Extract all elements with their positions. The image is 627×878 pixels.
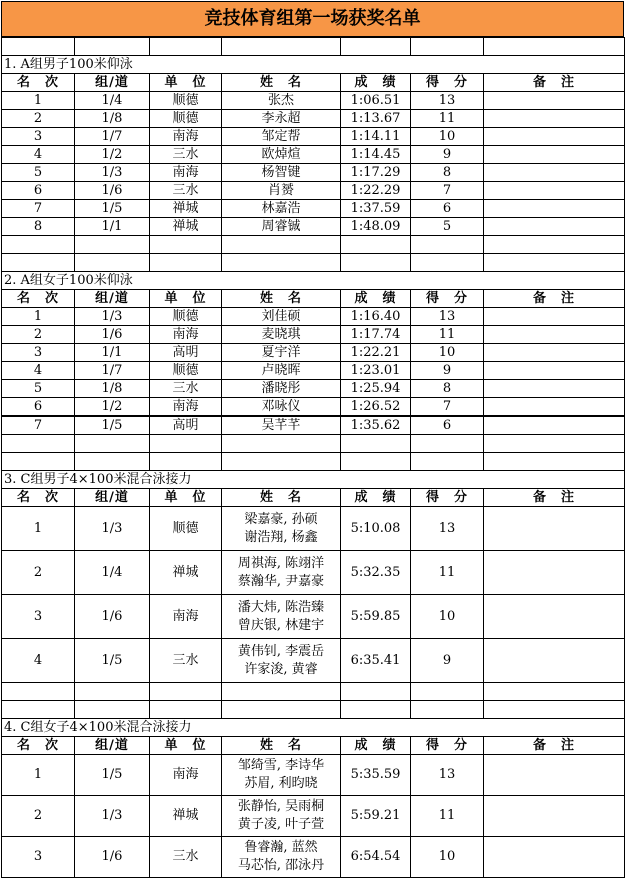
points-cell: 13 — [411, 92, 484, 110]
result-row — [2, 92, 625, 110]
relay-swimmers-line: 潘大炜, 陈浩臻 — [237, 599, 325, 615]
name-cell: 夏宇洋 — [222, 344, 341, 362]
lane-cell: 1/5 — [75, 416, 150, 435]
result-cell: 1:17.29 — [341, 164, 411, 182]
name-cell: 李永超 — [222, 110, 341, 128]
name-header: 姓 名 — [222, 290, 341, 308]
unit-header: 单 位 — [150, 290, 222, 308]
section-title: 3. C组男子4×100米混合泳接力 — [2, 471, 625, 489]
relay-names-cell — [222, 837, 341, 878]
result-cell: 5:10.08 — [341, 507, 411, 551]
empty-cell — [341, 435, 411, 453]
relay-swimmers-line: 梁嘉豪, 孙硕 — [244, 511, 318, 527]
rank-header: 名 次 — [2, 74, 75, 92]
section-title-row — [2, 719, 625, 737]
result-row — [2, 326, 625, 344]
points-header: 得 分 — [411, 74, 484, 92]
name-cell: 吴芊芊 — [222, 416, 341, 435]
empty-cell — [150, 38, 222, 56]
relay-swimmers-line: 鲁睿瀚, 蓝然 — [244, 840, 318, 855]
rank-cell: 8 — [2, 218, 75, 236]
points-cell: 6 — [411, 416, 484, 435]
empty-cell — [484, 453, 625, 471]
rank-cell: 2 — [2, 326, 75, 344]
name-cell: 欧焯煊 — [222, 146, 341, 164]
column-header-row — [2, 74, 625, 92]
rank-cell: 5 — [2, 380, 75, 398]
result-cell: 1:35.62 — [341, 416, 411, 435]
points-cell: 7 — [411, 182, 484, 200]
empty-cell — [222, 435, 341, 453]
result-row — [2, 146, 625, 164]
empty-cell — [75, 435, 150, 453]
result-cell: 1:25.94 — [341, 380, 411, 398]
relay-swimmers-line: 曾庆银, 林建宇 — [237, 617, 325, 633]
empty-cell — [75, 38, 150, 56]
column-header-row — [2, 737, 625, 755]
lane-cell: 1/5 — [75, 755, 150, 796]
empty-cell — [411, 435, 484, 453]
blank-row — [2, 435, 625, 453]
result-row — [2, 128, 625, 146]
relay-swimmers-line: 谢浩翔, 杨鑫 — [244, 529, 318, 545]
empty-cell — [222, 701, 341, 719]
lane-cell: 1/4 — [75, 551, 150, 595]
lane-cell: 1/3 — [75, 164, 150, 182]
relay-swimmers-line: 周祺海, 陈翊洋 — [237, 555, 325, 571]
points-cell: 13 — [411, 507, 484, 551]
unit-cell: 禅城 — [150, 218, 222, 236]
name-cell: 肖赟 — [222, 182, 341, 200]
result-row — [2, 551, 625, 595]
rank-cell: 4 — [2, 362, 75, 380]
lane-header: 组/道 — [75, 737, 150, 755]
relay-names-cell — [222, 507, 341, 551]
lane-cell: 1/3 — [75, 507, 150, 551]
remark-cell — [484, 796, 625, 837]
lane-cell: 1/8 — [75, 110, 150, 128]
lane-cell: 1/5 — [75, 639, 150, 683]
unit-cell: 禅城 — [150, 200, 222, 218]
empty-cell — [150, 683, 222, 701]
empty-cell — [222, 254, 341, 272]
relay-swimmers-line: 黄子凌, 叶子萱 — [237, 817, 325, 832]
result-header: 成 绩 — [341, 737, 411, 755]
points-cell: 9 — [411, 362, 484, 380]
result-row — [2, 398, 625, 417]
unit-cell: 南海 — [150, 326, 222, 344]
empty-cell — [222, 38, 341, 56]
remark-cell — [484, 146, 625, 164]
name-cell: 麦晓琪 — [222, 326, 341, 344]
remark-cell — [484, 164, 625, 182]
unit-cell: 顺德 — [150, 92, 222, 110]
rank-cell: 5 — [2, 164, 75, 182]
points-cell: 8 — [411, 164, 484, 182]
name-header: 姓 名 — [222, 489, 341, 507]
rank-cell: 3 — [2, 595, 75, 639]
empty-cell — [150, 254, 222, 272]
empty-cell — [484, 38, 625, 56]
result-cell: 5:59.21 — [341, 796, 411, 837]
empty-cell — [2, 453, 75, 471]
remark-cell — [484, 182, 625, 200]
lane-cell: 1/1 — [75, 344, 150, 362]
empty-cell — [484, 254, 625, 272]
unit-cell: 三水 — [150, 639, 222, 683]
empty-cell — [75, 254, 150, 272]
remark-header: 备 注 — [484, 74, 625, 92]
rank-cell: 1 — [2, 92, 75, 110]
points-cell: 11 — [411, 796, 484, 837]
result-row — [2, 507, 625, 551]
lane-header: 组/道 — [75, 290, 150, 308]
empty-cell — [411, 254, 484, 272]
relay-names-cell — [222, 796, 341, 837]
result-row — [2, 639, 625, 683]
rank-cell: 3 — [2, 344, 75, 362]
relay-swimmers-line: 蔡瀚华, 尹嘉豪 — [237, 573, 325, 589]
section-title: 1. A组男子100米仰泳 — [2, 56, 625, 74]
remark-cell — [484, 507, 625, 551]
relay-names-cell — [222, 639, 341, 683]
empty-cell — [150, 236, 222, 254]
empty-cell — [2, 683, 75, 701]
result-header: 成 绩 — [341, 290, 411, 308]
lane-cell: 1/2 — [75, 146, 150, 164]
points-cell: 9 — [411, 639, 484, 683]
unit-header: 单 位 — [150, 737, 222, 755]
empty-cell — [411, 683, 484, 701]
result-cell: 1:06.51 — [341, 92, 411, 110]
lane-cell: 1/6 — [75, 837, 150, 878]
remark-cell — [484, 128, 625, 146]
name-cell: 邓咏仪 — [222, 398, 341, 417]
rank-cell: 2 — [2, 796, 75, 837]
points-cell: 13 — [411, 755, 484, 796]
remark-cell — [484, 344, 625, 362]
name-header: 姓 名 — [222, 74, 341, 92]
result-cell: 1:23.01 — [341, 362, 411, 380]
rank-cell: 6 — [2, 398, 75, 417]
result-row — [2, 362, 625, 380]
remark-cell — [484, 308, 625, 326]
empty-cell — [75, 453, 150, 471]
unit-header: 单 位 — [150, 489, 222, 507]
name-header: 姓 名 — [222, 737, 341, 755]
unit-cell: 南海 — [150, 398, 222, 417]
remark-header: 备 注 — [484, 489, 625, 507]
unit-cell: 三水 — [150, 837, 222, 878]
remark-cell — [484, 755, 625, 796]
result-cell: 1:37.59 — [341, 200, 411, 218]
empty-cell — [75, 236, 150, 254]
relay-names-cell — [222, 755, 341, 796]
unit-cell: 顺德 — [150, 308, 222, 326]
result-cell: 1:16.40 — [341, 308, 411, 326]
unit-header: 单 位 — [150, 74, 222, 92]
blank-row — [2, 254, 625, 272]
points-cell: 10 — [411, 595, 484, 639]
result-row — [2, 110, 625, 128]
result-row — [2, 837, 625, 878]
result-cell: 6:54.54 — [341, 837, 411, 878]
result-header: 成 绩 — [341, 489, 411, 507]
result-row — [2, 595, 625, 639]
relay-names-cell — [222, 595, 341, 639]
lane-cell: 1/3 — [75, 308, 150, 326]
remark-cell — [484, 218, 625, 236]
unit-cell: 南海 — [150, 755, 222, 796]
result-cell: 1:17.74 — [341, 326, 411, 344]
lane-cell: 1/3 — [75, 796, 150, 837]
unit-cell: 顺德 — [150, 362, 222, 380]
column-header-row — [2, 290, 625, 308]
remark-header: 备 注 — [484, 290, 625, 308]
unit-cell: 三水 — [150, 182, 222, 200]
lane-cell: 1/2 — [75, 398, 150, 417]
empty-cell — [2, 38, 75, 56]
name-cell: 邹定帮 — [222, 128, 341, 146]
remark-cell — [484, 398, 625, 417]
unit-cell: 南海 — [150, 164, 222, 182]
points-cell: 11 — [411, 551, 484, 595]
result-cell: 1:14.11 — [341, 128, 411, 146]
empty-cell — [484, 683, 625, 701]
empty-cell — [484, 236, 625, 254]
result-cell: 1:22.21 — [341, 344, 411, 362]
page-title: 竞技体育组第一场获奖名单 — [1, 1, 624, 37]
relay-swimmers-line: 邹绮雪, 李诗华 — [237, 758, 325, 773]
empty-cell — [411, 38, 484, 56]
unit-cell: 高明 — [150, 344, 222, 362]
remark-cell — [484, 595, 625, 639]
name-cell: 卢晓晖 — [222, 362, 341, 380]
name-cell: 刘佳硕 — [222, 308, 341, 326]
remark-cell — [484, 551, 625, 595]
relay-swimmers-line: 黄伟钊, 李震岳 — [237, 643, 325, 659]
points-cell: 6 — [411, 200, 484, 218]
empty-cell — [341, 453, 411, 471]
results-table — [1, 37, 625, 878]
result-cell: 1:48.09 — [341, 218, 411, 236]
section-title: 2. A组女子100米仰泳 — [2, 272, 625, 290]
lane-header: 组/道 — [75, 74, 150, 92]
result-row — [2, 164, 625, 182]
points-cell: 7 — [411, 398, 484, 417]
empty-cell — [222, 453, 341, 471]
remark-cell — [484, 326, 625, 344]
points-cell: 10 — [411, 344, 484, 362]
name-cell: 周睿铖 — [222, 218, 341, 236]
section-title-row — [2, 272, 625, 290]
result-row — [2, 796, 625, 837]
lane-cell: 1/6 — [75, 182, 150, 200]
rank-cell: 7 — [2, 200, 75, 218]
lane-cell: 1/4 — [75, 92, 150, 110]
result-row — [2, 218, 625, 236]
relay-names-cell — [222, 551, 341, 595]
empty-cell — [75, 701, 150, 719]
name-cell: 杨智键 — [222, 164, 341, 182]
empty-cell — [411, 453, 484, 471]
empty-cell — [150, 453, 222, 471]
lane-cell: 1/6 — [75, 326, 150, 344]
lane-cell: 1/7 — [75, 128, 150, 146]
empty-cell — [411, 701, 484, 719]
unit-cell: 顺德 — [150, 507, 222, 551]
remark-cell — [484, 362, 625, 380]
blank-row — [2, 236, 625, 254]
relay-swimmers-line: 苏眉, 利昀晓 — [244, 776, 318, 791]
result-row — [2, 182, 625, 200]
section-title-row — [2, 471, 625, 489]
empty-cell — [150, 435, 222, 453]
rank-cell: 4 — [2, 146, 75, 164]
points-cell: 11 — [411, 326, 484, 344]
remark-cell — [484, 200, 625, 218]
result-header: 成 绩 — [341, 74, 411, 92]
empty-cell — [150, 701, 222, 719]
remark-header: 备 注 — [484, 737, 625, 755]
empty-cell — [341, 236, 411, 254]
points-cell: 11 — [411, 110, 484, 128]
lane-cell: 1/5 — [75, 200, 150, 218]
unit-cell: 禅城 — [150, 551, 222, 595]
rank-cell: 1 — [2, 755, 75, 796]
result-cell: 1:26.52 — [341, 398, 411, 417]
rank-cell: 4 — [2, 639, 75, 683]
rank-cell: 2 — [2, 110, 75, 128]
lane-cell: 1/7 — [75, 362, 150, 380]
relay-swimmers-line: 许家浚, 黄睿 — [244, 661, 318, 677]
lane-header: 组/道 — [75, 489, 150, 507]
empty-cell — [2, 236, 75, 254]
section-title: 4. C组女子4×100米混合泳接力 — [2, 719, 625, 737]
section-title-row — [2, 56, 625, 74]
points-cell: 8 — [411, 380, 484, 398]
points-header: 得 分 — [411, 290, 484, 308]
unit-cell: 禅城 — [150, 796, 222, 837]
rank-header: 名 次 — [2, 737, 75, 755]
rank-cell: 3 — [2, 837, 75, 878]
empty-cell — [222, 236, 341, 254]
remark-cell — [484, 380, 625, 398]
blank-row — [2, 683, 625, 701]
points-cell: 5 — [411, 218, 484, 236]
lane-cell: 1/8 — [75, 380, 150, 398]
rank-cell: 6 — [2, 182, 75, 200]
empty-cell — [411, 236, 484, 254]
result-cell: 5:32.35 — [341, 551, 411, 595]
remark-cell — [484, 92, 625, 110]
rank-cell: 1 — [2, 507, 75, 551]
result-row — [2, 416, 625, 435]
points-cell: 9 — [411, 146, 484, 164]
empty-cell — [484, 701, 625, 719]
points-cell: 13 — [411, 308, 484, 326]
empty-cell — [75, 683, 150, 701]
rank-cell: 3 — [2, 128, 75, 146]
unit-cell: 顺德 — [150, 110, 222, 128]
result-row — [2, 308, 625, 326]
result-row — [2, 200, 625, 218]
points-header: 得 分 — [411, 737, 484, 755]
blank-row — [2, 701, 625, 719]
column-header-row — [2, 489, 625, 507]
unit-cell: 南海 — [150, 128, 222, 146]
points-cell: 10 — [411, 837, 484, 878]
blank-row — [2, 453, 625, 471]
unit-cell: 高明 — [150, 416, 222, 435]
empty-cell — [222, 683, 341, 701]
unit-cell: 三水 — [150, 380, 222, 398]
rank-header: 名 次 — [2, 489, 75, 507]
remark-cell — [484, 639, 625, 683]
result-cell: 5:59.85 — [341, 595, 411, 639]
empty-cell — [341, 38, 411, 56]
rank-cell: 2 — [2, 551, 75, 595]
relay-swimmers-line: 张静怡, 吴雨桐 — [237, 799, 325, 814]
remark-cell — [484, 416, 625, 435]
result-cell: 1:14.45 — [341, 146, 411, 164]
name-cell: 潘晓彤 — [222, 380, 341, 398]
unit-cell: 三水 — [150, 146, 222, 164]
empty-cell — [341, 701, 411, 719]
empty-cell — [484, 435, 625, 453]
empty-cell — [341, 683, 411, 701]
lane-cell: 1/6 — [75, 595, 150, 639]
name-cell: 林嘉浩 — [222, 200, 341, 218]
rank-cell: 7 — [2, 416, 75, 435]
relay-swimmers-line: 马芯怡, 邵泳丹 — [237, 858, 325, 873]
lane-cell: 1/1 — [75, 218, 150, 236]
result-cell: 1:13.67 — [341, 110, 411, 128]
points-cell: 10 — [411, 128, 484, 146]
result-row — [2, 755, 625, 796]
result-cell: 1:22.29 — [341, 182, 411, 200]
points-header: 得 分 — [411, 489, 484, 507]
rank-header: 名 次 — [2, 290, 75, 308]
remark-cell — [484, 837, 625, 878]
result-cell: 5:35.59 — [341, 755, 411, 796]
empty-cell — [2, 254, 75, 272]
blank-row — [2, 38, 625, 56]
unit-cell: 南海 — [150, 595, 222, 639]
result-cell: 6:35.41 — [341, 639, 411, 683]
empty-cell — [341, 254, 411, 272]
empty-cell — [2, 701, 75, 719]
remark-cell — [484, 110, 625, 128]
rank-cell: 1 — [2, 308, 75, 326]
result-row — [2, 344, 625, 362]
empty-cell — [2, 435, 75, 453]
name-cell: 张杰 — [222, 92, 341, 110]
result-row — [2, 380, 625, 398]
